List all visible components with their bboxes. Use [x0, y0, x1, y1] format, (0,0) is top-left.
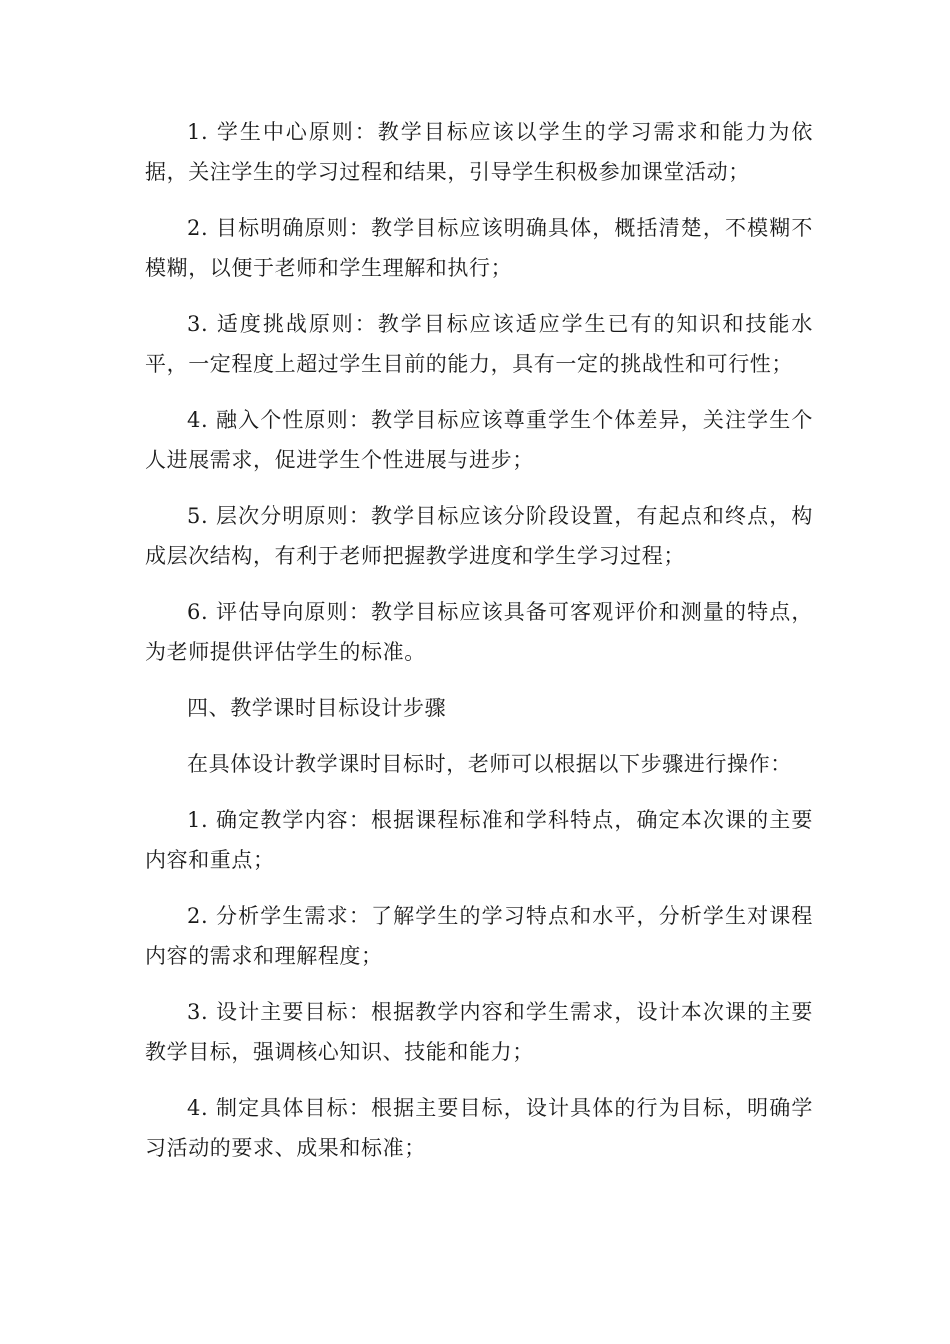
step-design-main-goals: 3. 设计主要目标：根据教学内容和学生需求，设计本次课的主要教学目标，强调核心知识、技能和能力；	[145, 1000, 813, 1064]
principle-clear-goals: 2. 目标明确原则：教学目标应该明确具体，概括清楚，不模糊不模糊，以便于老师和学生理解和执行；	[145, 216, 813, 280]
principle-individuality: 4. 融入个性原则：教学目标应该尊重学生个体差异，关注学生个人进展需求，促进学生个性进展与进步；	[145, 408, 813, 472]
principle-assessment-oriented: 6. 评估导向原则：教学目标应该具备可客观评价和测量的特点，为老师提供评估学生的标准。	[145, 600, 813, 664]
section-heading: 四、教学课时目标设计步骤	[187, 696, 447, 720]
section-intro: 在具体设计教学课时目标时，老师可以根据以下步骤进行操作：	[187, 752, 792, 776]
step-determine-content: 1. 确定教学内容：根据课程标准和学科特点，确定本次课的主要内容和重点；	[145, 808, 813, 872]
step-analyze-needs: 2. 分析学生需求：了解学生的学习特点和水平，分析学生对课程内容的需求和理解程度；	[145, 904, 813, 968]
document-body	[145, 112, 813, 1184]
principle-student-centered: 1. 学生中心原则：教学目标应该以学生的学习需求和能力为依据，关注学生的学习过程和结果，引导学生积极参加课堂活动；	[145, 120, 813, 184]
step-specific-goals: 4. 制定具体目标：根据主要目标，设计具体的行为目标，明确学习活动的要求、成果和标准；	[145, 1096, 813, 1160]
principle-clear-levels: 5. 层次分明原则：教学目标应该分阶段设置，有起点和终点，构成层次结构，有利于老师把握教学进度和学生学习过程；	[145, 504, 813, 568]
principle-moderate-challenge: 3. 适度挑战原则：教学目标应该适应学生已有的知识和技能水平，一定程度上超过学生目前的能力，具有一定的挑战性和可行性；	[145, 312, 813, 376]
